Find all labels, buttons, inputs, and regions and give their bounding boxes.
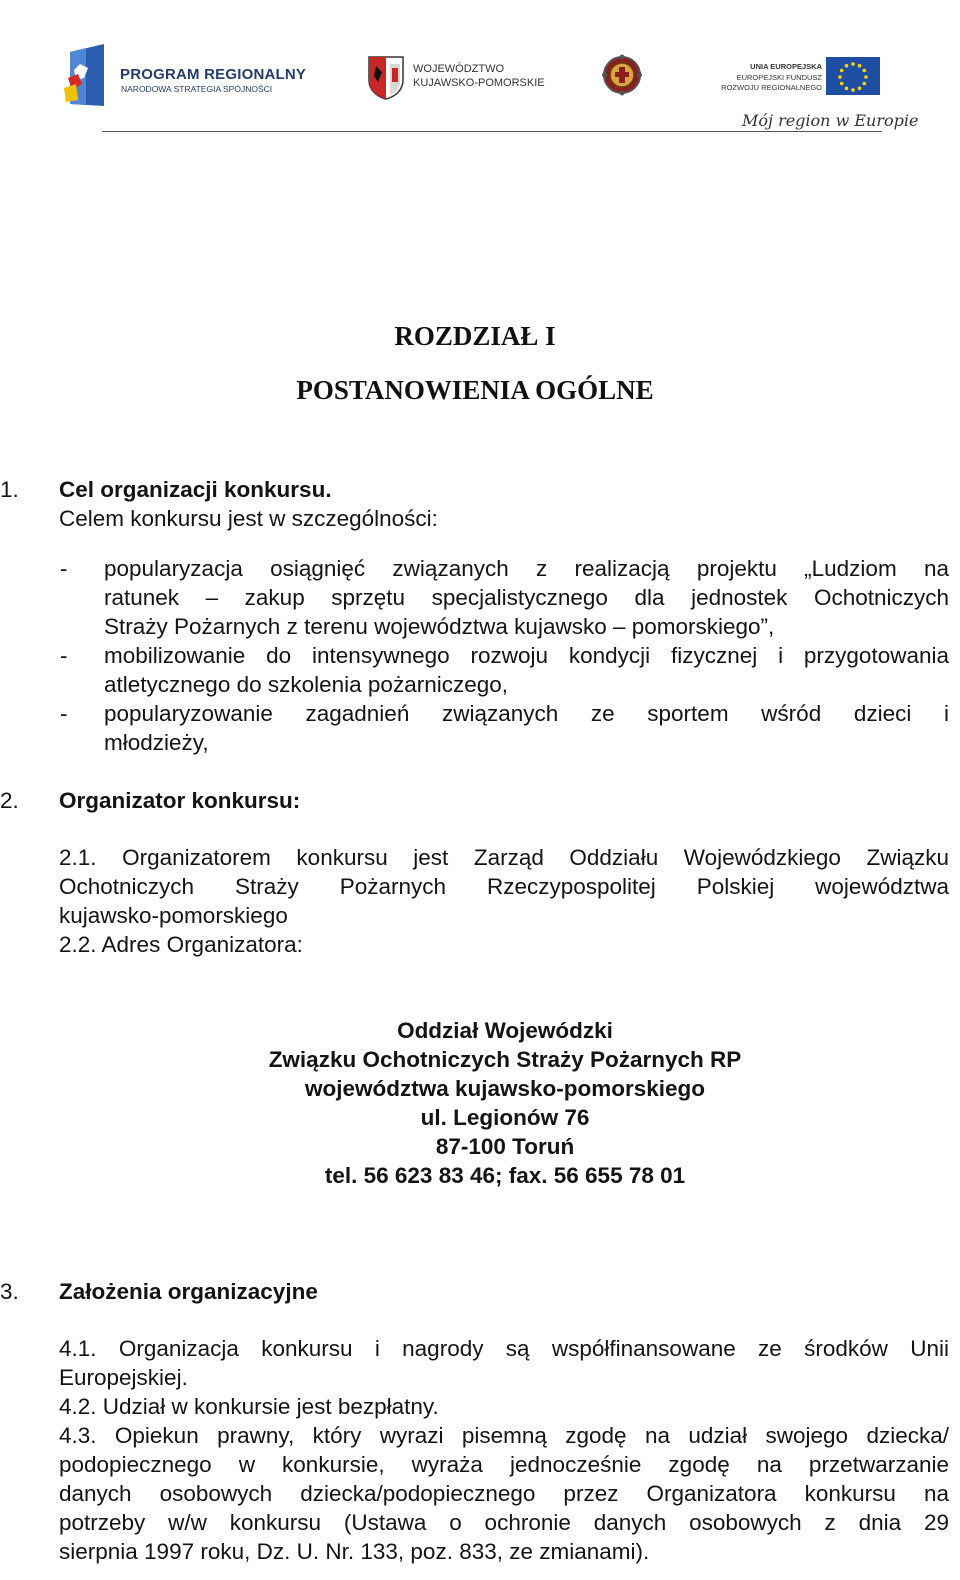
- eu-logo: [721, 54, 888, 98]
- eu-fund-label: EUROPEJSKI FUNDUSZ: [736, 73, 822, 82]
- address-line2: Związku Ochotniczych Straży Pożarnych RP: [268, 1047, 742, 1072]
- bullet2-dash: -: [60, 643, 68, 668]
- fire-brigade-emblem-icon: [602, 54, 642, 96]
- program-regionalny-logo: [64, 44, 314, 114]
- para-4-3-line1: 4.3. Opiekun prawny, który wyrazi pisemną zgodę na udział swojego dziecka/: [59, 1423, 949, 1448]
- section3-number: 3.: [0, 1279, 19, 1304]
- bullet3-line2: młodzieży,: [104, 730, 209, 755]
- bullet2-line2: atletycznego do szkolenia pożarniczego,: [104, 672, 509, 697]
- chapter-title: POSTANOWIENIA OGÓLNE: [296, 375, 654, 405]
- bullet3-dash: -: [60, 701, 68, 726]
- para-2-1-line3: kujawsko-pomorskiego: [59, 903, 288, 928]
- para-4-3-line5: sierpnia 1997 roku, Dz. U. Nr. 133, poz. 833, ze zmianami).: [59, 1539, 650, 1564]
- para-4-3-line4: potrzeby w/w konkursu (Ustawa o ochronie danych osobowych z dnia 29: [59, 1510, 949, 1535]
- eu-union-label: UNIA EUROPEJSKA: [750, 62, 822, 71]
- para-4-3-line3: danych osobowych dziecka/podopiecznego przez Organizatora konkursu na: [59, 1481, 949, 1506]
- bullet1-line2: ratunek – zakup sprzętu specjalistycznego dla jednostek Ochotniczych: [104, 585, 949, 610]
- section1-number: 1.: [0, 477, 19, 502]
- para-2-2: 2.2. Adres Organizatora:: [59, 932, 303, 957]
- para-4-1-line1: 4.1. Organizacja konkursu i nagrody są współfinansowane ze środków Unii: [59, 1336, 949, 1361]
- section1-heading: Cel organizacji konkursu.: [59, 477, 332, 502]
- section2-number: 2.: [0, 788, 19, 813]
- eu-flag-icon: [826, 57, 880, 95]
- bullet1-dash: -: [60, 556, 68, 581]
- para-4-2: 4.2. Udział w konkursie jest bezpłatny.: [59, 1394, 439, 1419]
- osp-emblem: [602, 54, 642, 96]
- page-header: [0, 0, 960, 160]
- bullet1-line1: popularyzacja osiągnięć związanych z realizacją projektu „Ludziom na: [104, 556, 949, 581]
- para-2-1-line2: Ochotniczych Straży Pożarnych Rzeczypospolitej Polskiej województwa: [59, 874, 949, 899]
- coat-of-arms-icon: [366, 54, 406, 100]
- para-2-1-line1: 2.1. Organizatorem konkursu jest Zarząd Oddziału Wojewódzkiego Związku: [59, 845, 949, 870]
- program-subtitle: NARODOWA STRATEGIA SPÓJNOŚCI: [121, 84, 273, 94]
- section1-intro: Celem konkursu jest w szczególności:: [59, 506, 438, 531]
- para-4-1-line2: Europejskiej.: [59, 1365, 188, 1390]
- bullet2-line1: mobilizowanie do intensywnego rozwoju kondycji fizycznej i przygotowania: [104, 643, 949, 668]
- para-4-3-line2: podopiecznego w konkursie, wyraża jednocześnie zgodę na przetwarzanie: [59, 1452, 949, 1477]
- region-name-line1: WOJEWÓDZTWO: [413, 63, 505, 75]
- region-name-line2: KUJAWSKO-POMORSKIE: [413, 77, 545, 89]
- bullet3-line1: popularyzowanie zagadnień związanych ze sportem wśród dzieci i: [104, 701, 949, 726]
- address-phone: tel. 56 623 83 46; fax. 56 655 78 01: [324, 1163, 686, 1188]
- address-street: ul. Legionów 76: [420, 1105, 590, 1130]
- section2-heading: Organizator konkursu:: [59, 788, 301, 813]
- bullet1-line3: Straży Pożarnych z terenu województwa kujawsko – pomorskiego”,: [104, 614, 775, 639]
- address-city: 87-100 Toruń: [435, 1134, 575, 1159]
- header-divider: [102, 131, 882, 132]
- address-line3: województwa kujawsko-pomorskiego: [304, 1076, 706, 1101]
- program-regionalny-emblem-icon: [64, 44, 108, 110]
- program-title: PROGRAM REGIONALNY: [120, 66, 307, 83]
- wojewodztwo-logo: [366, 54, 546, 100]
- address-line1: Oddział Wojewódzki: [397, 1018, 613, 1043]
- chapter-number: ROZDZIAŁ I: [394, 321, 556, 351]
- section3-heading: Założenia organizacyjne: [59, 1279, 318, 1304]
- eu-fund-label-2: ROZWOJU REGIONALNEGO: [721, 83, 822, 92]
- motto-signature: Mój region w Europie: [742, 111, 919, 130]
